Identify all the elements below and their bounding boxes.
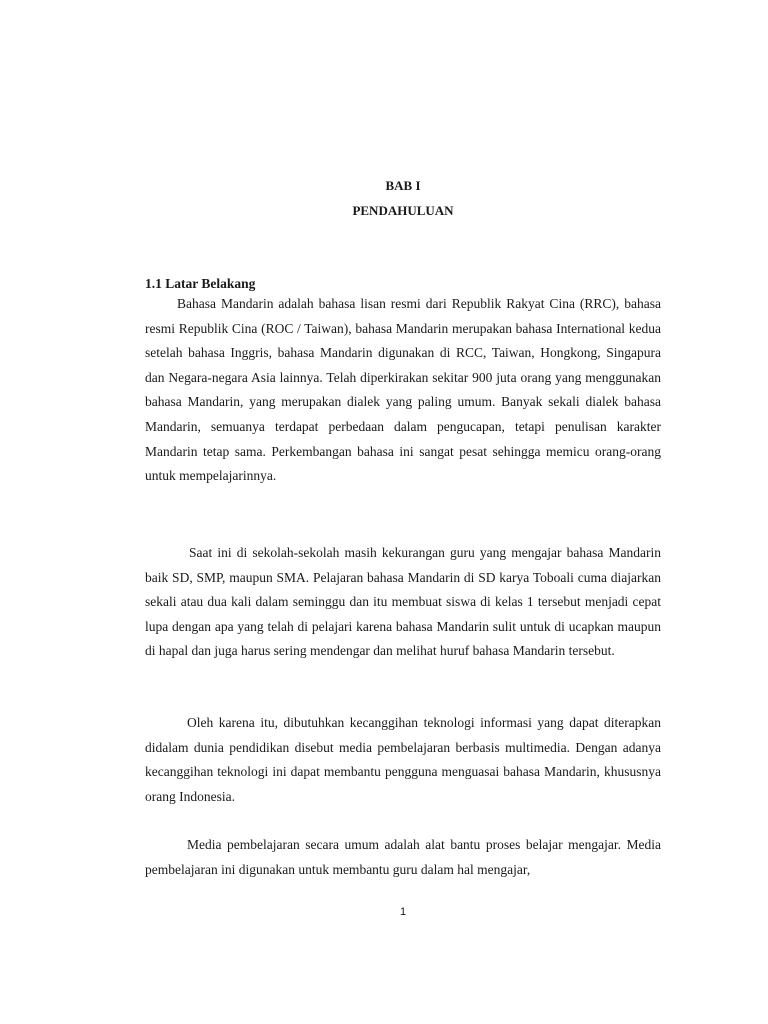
paragraph: Media pembelajaran secara umum adalah alat bantu proses belajar mengajar. Media pembelajaran ini digunakan untuk membantu guru dalam hal mengajar, — [145, 837, 661, 877]
paragraph: Bahasa Mandarin adalah bahasa lisan resmi dari Republik Rakyat Cina (RRC), bahasa resmi Republik Cina (ROC / Taiwan), bahasa Mandarin merupakan bahasa International kedua setelah bahasa Inggris, bahasa Mandarin digunakan di RCC, Taiwan, Hongkong, Singapura dan Negara-negara Asia lainnya. Telah diperkirakan sekitar 900 juta orang yang menggunakan bahasa Mandarin, yang merupakan dialek yang paling umum. Banyak sekali dialek bahasa Mandarin, semuanya terdapat perbedaan dalam pengucapan, tetapi penulisan karakter Mandarin tetap sama. Perkembangan bahasa ini sangat pesat sehingga memicu orang-orang untuk mempelajarinnya. — [145, 296, 661, 484]
chapter-number: BAB I — [385, 178, 421, 193]
page-number: 1 — [399, 906, 407, 918]
section-heading: 1.1 Latar Belakang — [145, 276, 256, 291]
chapter-title: PENDAHULUAN — [352, 203, 454, 218]
paragraph: Oleh karena itu, dibutuhkan kecanggihan teknologi informasi yang dapat diterapkan didalam dunia pendidikan disebut media pembelajaran berbasis multimedia. Dengan adanya kecanggihan teknologi ini dapat membantu pengguna menguasai bahasa Mandarin, khususnya orang Indonesia. — [145, 715, 661, 804]
paragraph: Saat ini di sekolah-sekolah masih kekurangan guru yang mengajar bahasa Mandarin baik SD, SMP, maupun SMA. Pelajaran bahasa Mandarin di SD karya Toboali cuma diajarkan sekali atau dua kali dalam seminggu dan itu membuat siswa di kelas 1 tersebut menjadi cepat lupa dengan apa yang telah di pelajari karena bahasa Mandarin sulit untuk di ucapkan maupun di hapal dan juga harus sering mendengar dan melihat huruf bahasa Mandarin tersebut. — [145, 545, 661, 659]
